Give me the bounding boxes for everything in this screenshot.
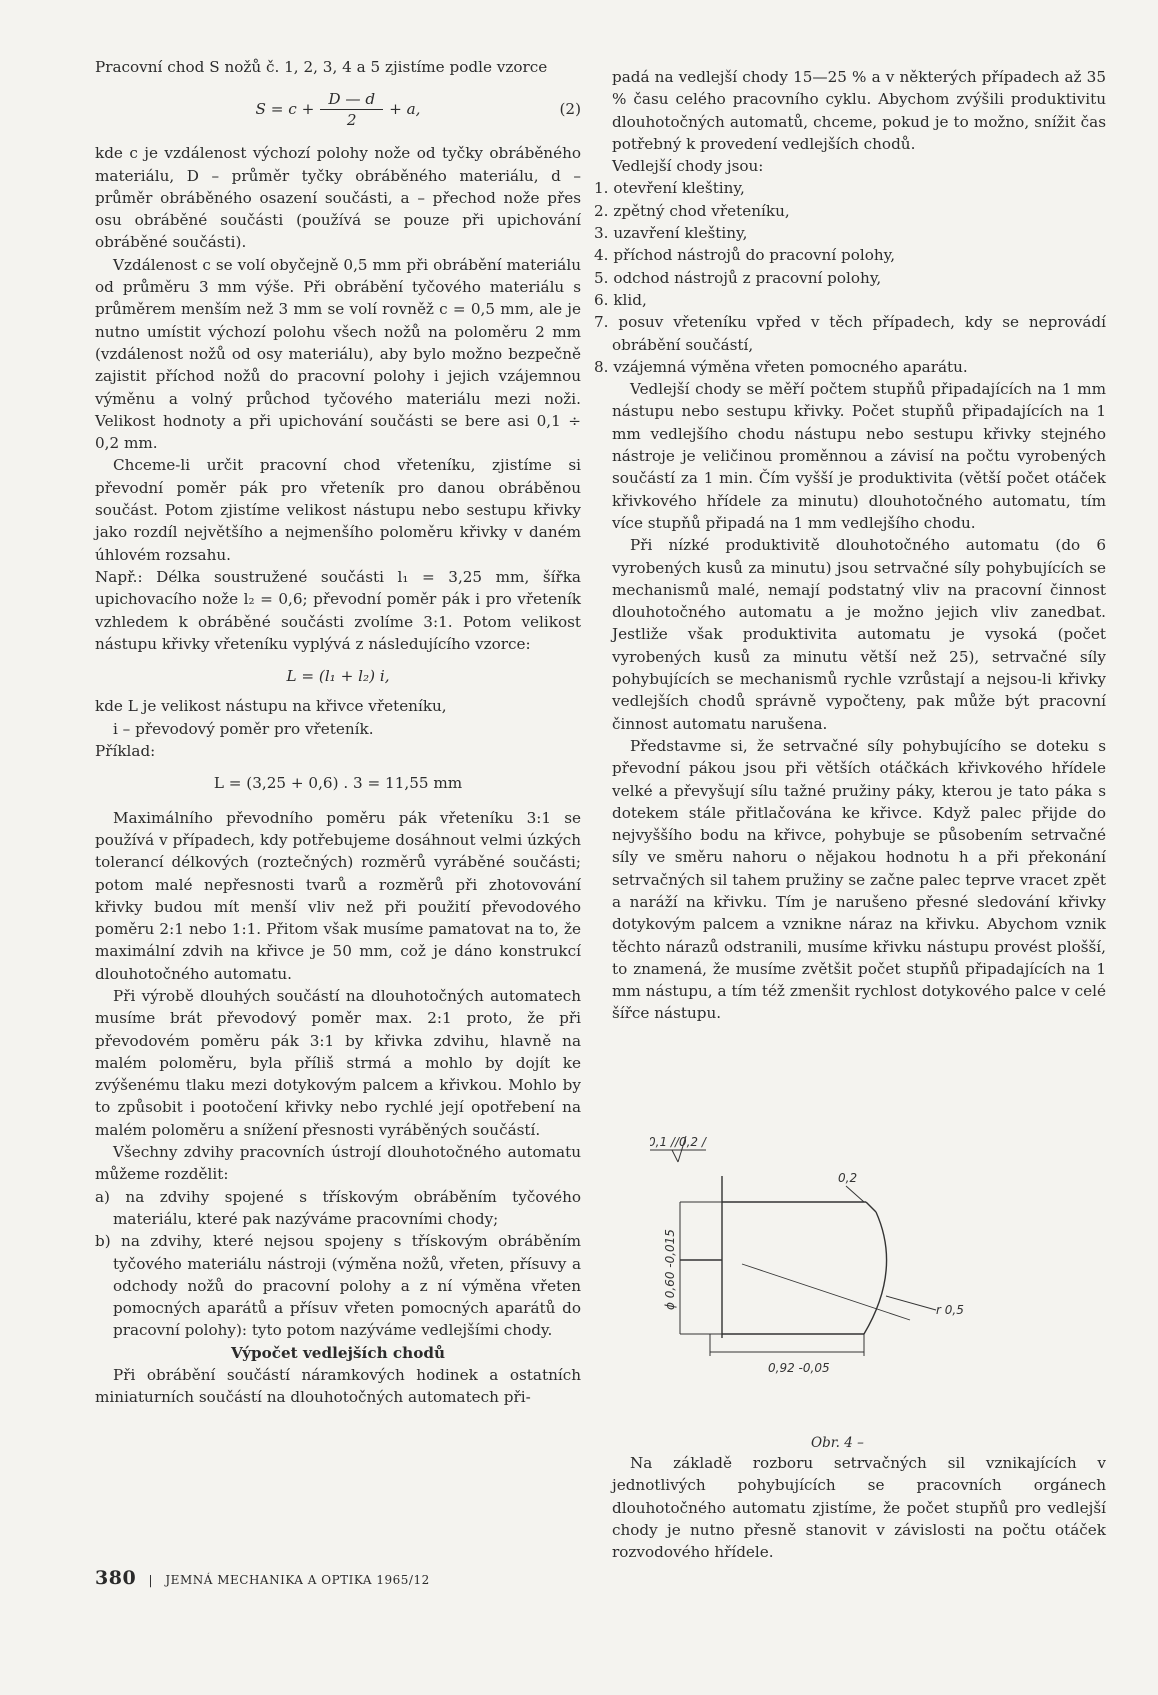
list-item: 8. vzájemná výměna vřeten pomocného aparátu. bbox=[594, 357, 968, 376]
left-column bbox=[95, 56, 581, 1409]
right-closing-paragraph bbox=[612, 1452, 1106, 1563]
formula-rhs: + a, bbox=[389, 100, 421, 119]
list-item: 3. uzavření kleštiny, bbox=[594, 224, 748, 243]
right-column bbox=[594, 66, 1106, 1025]
paragraph: padá na vedlejší chody 15—25 % a v některých případech až 35 % času celého pracovního cyklu. Abychom zvýšili produktivitu dlouhotočných automatů, chceme, pokud je to možno, snížit čas potřebný k provedení vedlejších chodů. bbox=[612, 68, 1106, 153]
paragraph: Na základě rozboru setrvačných sil vznikajících v jednotlivých pohybujících se pracovních orgánech dlouhotočného automatu zjistíme, že počet stupňů pro vedlejší chody je nutno přesně stanovit v závislosti na počtu otáček rozvodového hřídele. bbox=[612, 1454, 1106, 1562]
figure-label-length: 0,92 -0,05 bbox=[768, 1361, 830, 1375]
formula-2 bbox=[95, 82, 581, 136]
fraction-numerator: D — d bbox=[320, 89, 383, 110]
radius-arc bbox=[864, 1212, 887, 1334]
section-line bbox=[742, 1264, 910, 1320]
figure-label-diameter: ϕ 0,60 -0,015 bbox=[663, 1229, 677, 1310]
formula-example: L = (3,25 + 0,6) . 3 = 11,55 mm bbox=[213, 774, 463, 793]
equation-number: (2) bbox=[559, 100, 581, 119]
journal-name: JEMNÁ MECHANIKA A OPTIKA 1965/12 bbox=[165, 1573, 430, 1587]
vedlejsi-chody-list bbox=[594, 177, 1106, 378]
footer-separator: | bbox=[148, 1573, 154, 1587]
page-footer bbox=[95, 1567, 430, 1589]
technical-drawing bbox=[650, 1120, 1070, 1450]
figure-caption: Obr. 4 – bbox=[811, 1435, 864, 1451]
paragraph: Pracovní chod S nožů č. 1, 2, 3, 4 a 5 zjistíme podle vzorce bbox=[95, 58, 548, 76]
formula-fraction bbox=[320, 89, 383, 130]
fraction-denominator: 2 bbox=[346, 110, 357, 129]
paragraph: Při obrábění součástí náramkových hodinek a ostatních miniaturních součástí na dlouhotočných automatech při- bbox=[95, 1366, 581, 1407]
list-item: 6. klid, bbox=[594, 290, 647, 309]
radius-leader bbox=[886, 1296, 936, 1310]
list-item: 2. zpětný chod vřeteníku, bbox=[594, 201, 790, 220]
figure-4-drawing bbox=[650, 1120, 1070, 1450]
list-item: 4. příchod nástrojů do pracovní polohy, bbox=[594, 246, 896, 265]
paragraph: Při výrobě dlouhých součástí na dlouhotočných automatech musíme brát převodový poměr max. 2:1 proto, že při převodovém poměru pák 3:1 by křivka zdvihu, hlavně na malém poloměru, byla příliš strmá a mohlo by dojít ke zvýšenému tlaku mezi dotykovým palcem a křivkou. Mohlo by to způsobit i pootočení křivky nebo rychlé její opotřebení na malém poloměru a snížení přesnosti vyráběných součástí. bbox=[95, 986, 581, 1139]
paragraph: Při nízké produktivitě dlouhotočného automatu (do 6 vyrobených kusů za minutu) jsou setrvačné síly pohybujících se mechanismů malé, nemají podstatný vliv na pracovní činnost dlouhotočného automatu a je možno jejich vliv zanedbat. Jestliže však produktivita automatu je vysoká (počet vyrobených kusů za minutu větší než 25), setrvačné síly pohybujících se mechanismů rychle vzrůstají a nejsou-li křivky vedlejších chodů správně vypočteny, pak může být pracovní činnost automatu narušena. bbox=[612, 536, 1106, 733]
paragraph: Vedlejší chody se měří počtem stupňů připadajících na 1 mm nástupu nebo sestupu křivky. Počet stupňů připadajících na 1 mm vedlejšího chodu nástupu nebo sestupu křivky stejného nástroje je veličinou proměnnou a závisí na počtu vyrobených součástí za 1 min. Čím vyšší je produktivita (větší počet otáček křivkového hřídele za minutu) dlouhotočného automatu, tím více stupňů připadá na 1 mm vedlejšího chodu. bbox=[612, 380, 1106, 532]
surface-finish-mark bbox=[672, 1150, 678, 1162]
formula-l: L = (l₁ + l₂) i, bbox=[286, 667, 390, 686]
paragraph: Příklad: bbox=[95, 742, 156, 761]
paragraph: i – převodový poměr pro vřeteník. bbox=[113, 719, 374, 738]
list-item: b) na zdvihy, které nejsou spojeny s třískovým obráběním tyčového materiálu nástroji (výměna nožů, vřeten, přísuvy a odchody nožů do pracovní polohy a z ní výměna vřeten pomocných aparátů a přísuv vřeten pomocných aparátů do pracovní polohy): tyto potom nazýváme vedlejšími chody. bbox=[95, 1232, 581, 1340]
formula-lhs: S = c + bbox=[255, 100, 315, 119]
figure-label-chamfer: 0,2 bbox=[838, 1171, 858, 1185]
list-item: 7. posuv vřeteníku vpřed v těch případech, kdy se neprovádí obrábění součástí, bbox=[594, 313, 1106, 354]
figure-label-surface: 0,1 //0,2 / bbox=[650, 1135, 706, 1149]
paragraph: Chceme-li určit pracovní chod vřeteníku, zjistíme si převodní poměr pák pro vřeteník pro danou obráběnou součást. Potom zjistíme velikost nástupu nebo sestupu křivky jako rozdíl největšího a nejmenšího poloměru křivky v daném úhlovém rozsahu. bbox=[95, 456, 581, 564]
section-heading: Výpočet vedlejších chodů bbox=[231, 1343, 445, 1362]
paragraph: kde L je velikost nástupu na křivce vřeteníku, bbox=[95, 697, 447, 716]
paragraph: Maximálního převodního poměru pák vřeteníku 3:1 se používá v případech, kdy potřebujeme dosáhnout velmi úzkých tolerancí délkových (roztečných) rozměrů vyráběné součásti; potom malé nepřesnosti tvarů a rozměrů při zhotovování křivky budou mít menší vliv než při použití převodového poměru 2:1 nebo 1:1. Přitom však musíme pamatovat na to, že maximální zdvih na křivce je 50 mm, což je dáno konstrukcí dlouhotočného automatu. bbox=[95, 808, 581, 983]
figure-label-radius: r 0,5 bbox=[936, 1303, 964, 1317]
paragraph: kde c je vzdálenost výchozí polohy nože od tyčky obráběného materiálu, D – průměr tyčky obráběného materiálu, d – průměr obráběného osazení součásti, a – přechod nože přes osu obráběné součásti (používá se pouze při upichování obráběné součásti). bbox=[95, 144, 581, 252]
list-item: a) na zdvihy spojené s třískovým obráběním tyčového materiálu, které pak nazýváme pracovními chody; bbox=[95, 1187, 581, 1228]
list-intro: Vedlejší chody jsou: bbox=[612, 157, 764, 176]
paragraph: Všechny zdvihy pracovních ústrojí dlouhotočného automatu můžeme rozdělit: bbox=[95, 1143, 581, 1184]
chamfer-leader bbox=[846, 1186, 864, 1202]
list-item: 1. otevření kleštiny, bbox=[594, 179, 745, 198]
page-number: 380 bbox=[95, 1567, 137, 1589]
paragraph: Představme si, že setrvačné síly pohybujícího se doteku s převodní pákou jsou při větších otáčkách křivkového hřídele velké a převyšují sílu tažné pružiny páky, kterou je tato páka s dotekem stále přitlačována ke křivce. Když palec přijde do nejvyššího bodu na křivce, pohybuje se působením setrvačné síly ve směru nahoru o nějakou hodnotu h a při překonání setrvačných sil tahem pružiny se začne palec teprve vracet zpět a naráží na křivku. Tím je narušeno přesné sledování křivky dotykovým palcem a vznikne náraz na křivku. Abychom vznik těchto nárazů odstranili, musíme křivku nástupu provést plošší, to znamená, že musíme zvětšit počet stupňů připadajících na 1 mm nástupu, a tím též zmenšit rychlost dotykového palce v celé šířce nástupu. bbox=[612, 736, 1106, 1023]
paragraph: Např.: Délka soustružené součásti l₁ = 3,25 mm, šířka upichovacího nože l₂ = 0,6; převodní poměr pák i pro vřeteník vzhledem k obráběné součásti zvolíme 3:1. Potom velikost nástupu křivky vřeteníku vyplývá z následujícího vzorce: bbox=[95, 567, 581, 653]
chamfer-line bbox=[866, 1202, 876, 1212]
paragraph: Vzdálenost c se volí obyčejně 0,5 mm při obrábění materiálu od průměru 3 mm výše. Při obrábění tyčového materiálu s průměrem menším než 3 mm se volí rovněž c = 0,5 mm, ale je nutno umístit výchozí polohu všech nožů na poloměru 2 mm (vzdálenost nožů od osy materiálu), aby bylo možno bezpečně zajistit příchod nožů do pracovní polohy i jejich vzájemnou výměnu a volný průchod tyčového materiálu mezi noži. Velikost hodnoty a při upichování součásti se bere asi 0,1 ÷ 0,2 mm. bbox=[95, 255, 581, 453]
list-item: 5. odchod nástrojů z pracovní polohy, bbox=[594, 268, 882, 287]
